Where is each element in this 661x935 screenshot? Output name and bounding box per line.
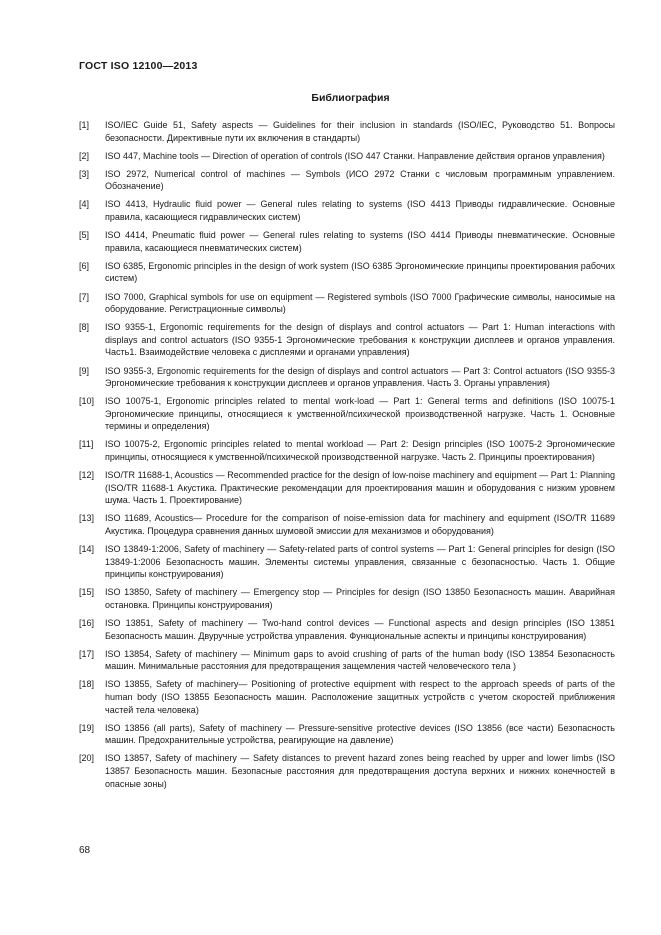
entry-number: [6]: [79, 260, 90, 271]
entry-number: [14]: [79, 544, 95, 555]
entry-number: [1]: [79, 120, 90, 130]
entry-text: ISO 6385, Ergonomic principles in the design of work system (ISO 6385 Эргономические принципы проектирования рабочих систем): [105, 260, 615, 284]
entry-number: [3]: [79, 168, 90, 179]
entry-number: [5]: [79, 230, 90, 241]
entry-number: [16]: [79, 618, 95, 629]
entry-number: [17]: [79, 648, 95, 659]
document-header: ГОСТ ISO 12100—2013: [79, 60, 198, 72]
bibliography-entry: [79, 291, 615, 316]
entry-text: ISO 13855, Safety of machinery— Positioning of protective equipment with respect to the approach speeds of parts of the human body (ISO 13855 Безопасность машин. Расположение защитных устройств с учетом скоростей приближения частей тела человека): [105, 679, 615, 715]
bibliography-list: [79, 119, 615, 796]
entry-text: ISO 447, Machine tools — Direction of operation of controls (ISO 447 Станки. Направление действия органов управления): [105, 150, 605, 161]
entry-number: [9]: [79, 365, 90, 376]
bibliography-entry: [79, 648, 615, 673]
entry-text: ISO 9355-1, Ergonomic requirements for the design of displays and control actuators — Part 1: Human interactions with displays and control actuators (ISO 9355-1 Эргономические требования к конструкции дисплеев и органов управления. Часть1. Взаимодействие человека с дисплеями и органами управления): [105, 322, 615, 358]
bibliography-entry: [79, 365, 615, 390]
entry-text: ISO 4413, Hydraulic fluid power — General rules relating to systems (ISO 4413 Приводы гидравлические. Основные правила, касающиеся гидравлических систем): [105, 199, 615, 223]
entry-text: ISO 10075-1, Ergonomic principles related to mental work-load — Part 1: General terms and definitions (ISO 10075-1 Эргономические принципы, относящиеся к умственной/психической производственной нагрузке. Часть 1. Основные термины и определения): [105, 396, 615, 432]
entry-text: ISO 9355-3, Ergonomic requirements for the design of displays and control actuators — Part 3: Control actuators (ISO 9355-3 Эргономические требования к конструкции дисплеев и органов управления. Часть 3. Органы управления): [105, 365, 615, 389]
page-number: 68: [79, 845, 91, 856]
bibliography-entry: [79, 617, 615, 642]
bibliography-entry: [79, 543, 615, 581]
bibliography-entry: [79, 722, 615, 747]
entry-number: [15]: [79, 587, 95, 598]
bibliography-entry: [79, 752, 615, 790]
entry-text: ISO 13850, Safety of machinery — Emergency stop — Principles for design (ISO 13850 Безопасность машин. Аварийная остановка. Принципы конструирования): [105, 587, 615, 610]
bibliography-entry: [79, 119, 615, 144]
entry-text: ISO 11689, Acoustics— Procedure for the comparison of noise-emission data for machinery and equipment (ISO/TR 11689 Акустика. Процедура сравнения данных шумовой эмиссии для механизмов и оборудования): [105, 513, 615, 537]
entry-text: ISO/TR 11688-1, Acoustics — Recommended practice for the design of low-noise machinery and equipment — Part 1: Planning (ISO/TR 11688-1 Акустика. Практические рекомендации для проектирования машин и оборудования с низким уровнем шума. Часть 1. Проектирование): [105, 470, 615, 506]
bibliography-entry: [79, 260, 615, 285]
entry-number: [10]: [79, 396, 95, 407]
bibliography-entry: [79, 229, 615, 254]
entry-text: ISO 4414, Pneumatic fluid power — General rules relating to systems (ISO 4414 Приводы пневматические. Основные правила, касающиеся пневматических систем): [105, 230, 615, 253]
entry-number: [19]: [79, 722, 95, 733]
entry-text: ISO 2972, Numerical control of machines — Symbols (ИСО 2972 Станки с числовым программным управлением. Обозначение): [105, 168, 615, 192]
entry-number: [13]: [79, 513, 95, 524]
bibliography-entry: [79, 150, 615, 163]
entry-text: ISO 13851, Safety of machinery — Two-hand control devices — Functional aspects and design principles (ISO 13851 Безопасность машин. Двуручные устройства управления. Функциональные аспекты и принципы конструирования): [105, 618, 615, 641]
bibliography-entry: [79, 395, 615, 433]
entry-text: ISO/IEC Guide 51, Safety aspects — Guidelines for their inclusion in standards (ISO/IEC, Руководство 51. Вопросы безопасности. Директивные пути их включения в стандарты): [105, 120, 615, 143]
entry-text: ISO 10075-2, Ergonomic principles related to mental workload — Part 2: Design principles (ISO 10075-2 Эргономические принципы, относящиеся к умственной/психической производственной нагрузке. Часть 2. Принципы проектирования): [105, 439, 615, 463]
entry-number: [4]: [79, 199, 90, 210]
entry-number: [20]: [79, 753, 95, 764]
bibliography-entry: [79, 586, 615, 611]
entry-number: [12]: [79, 470, 95, 481]
entry-text: ISO 13857, Safety of machinery — Safety distances to prevent hazard zones being reached by upper and lower limbs (ISO 13857 Безопасность машин. Безопасные расстояния для предотвращения доступа верхних и нижних конечностей в опасные зоны): [105, 753, 615, 789]
entry-text: ISO 13849-1:2006, Safety of machinery — Safety-related parts of control systems — Part 1: General principles for design (ISO 13849-1:2006 Безопасность машин. Элементы системы управления, связанные с безопасностью. Часть 1. Общие принципы конструирования): [105, 544, 615, 580]
entry-number: [18]: [79, 679, 95, 690]
entry-text: ISO 13854, Safety of machinery — Minimum gaps to avoid crushing of parts of the human body (ISO 13854 Безопасность машин. Минимальные расстояния для предотвращения защемления частей человеческого тела ): [105, 648, 615, 672]
section-title: Библиография: [311, 92, 390, 104]
bibliography-entry: [79, 168, 615, 193]
bibliography-entry: [79, 438, 615, 463]
bibliography-entry: [79, 198, 615, 223]
entry-text: ISO 7000, Graphical symbols for use on equipment — Registered symbols (ISO 7000 Графические символы, наносимые на оборудование. Регистрационные символы): [105, 291, 615, 315]
entry-number: [8]: [79, 322, 90, 333]
entry-text: ISO 13856 (all parts), Safety of machinery — Pressure-sensitive protective devices (ISO 13856 (все части) Безопасность машин. Предохранительные устройства, реагирующие на давление): [105, 722, 615, 746]
bibliography-entry: [79, 321, 615, 359]
bibliography-entry: [79, 469, 615, 507]
bibliography-entry: [79, 678, 615, 716]
entry-number: [7]: [79, 291, 90, 302]
bibliography-entry: [79, 512, 615, 537]
entry-number: [2]: [79, 150, 90, 161]
entry-number: [11]: [79, 439, 94, 450]
